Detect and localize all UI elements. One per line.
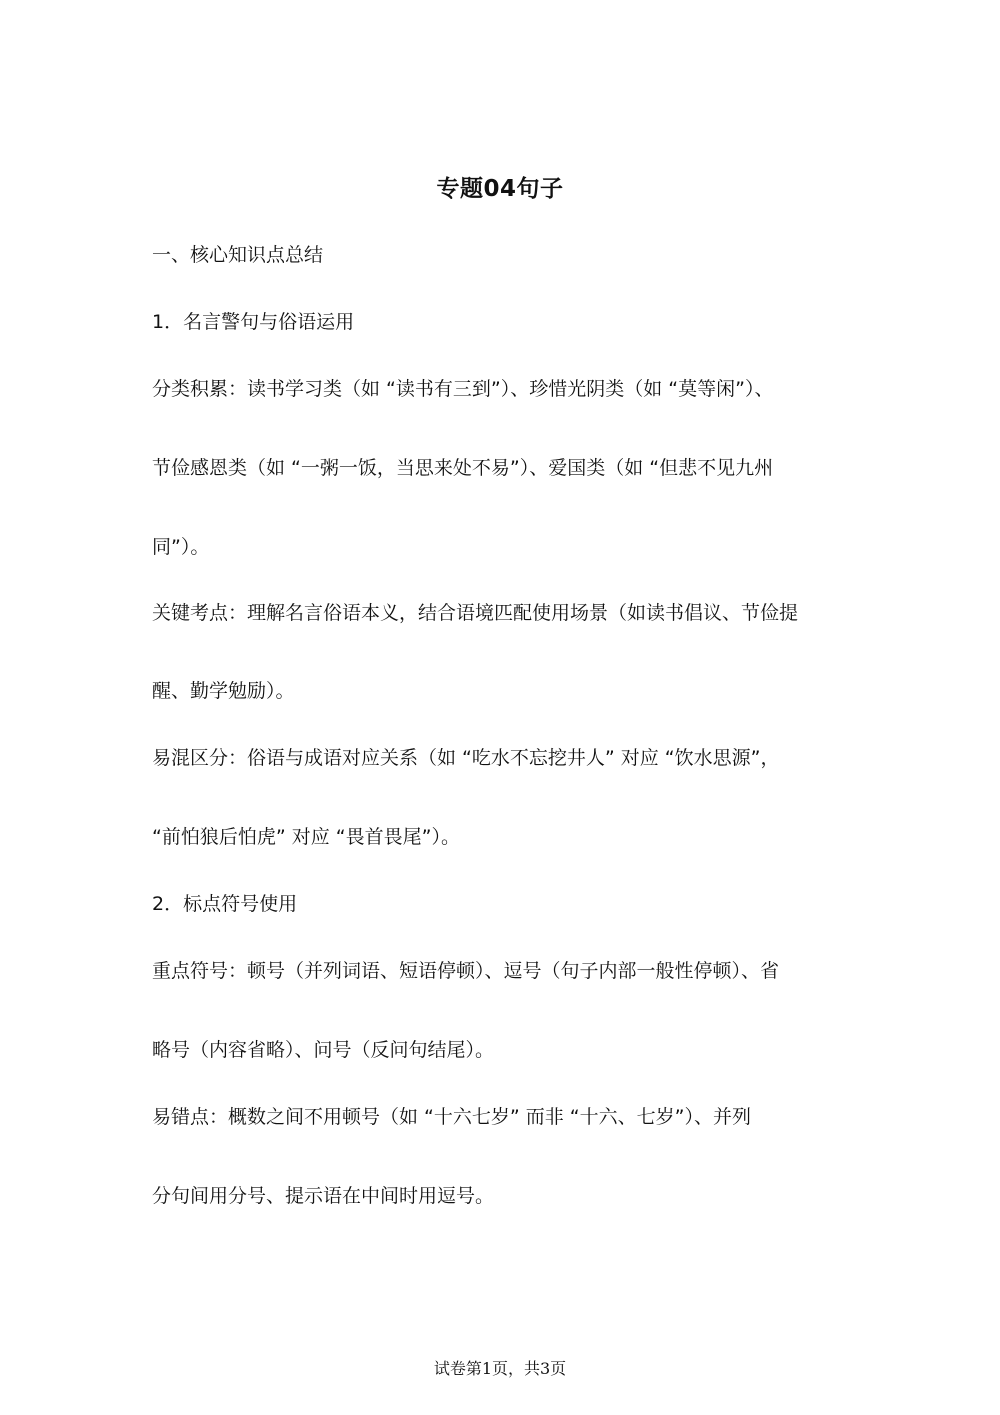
paragraph-line: 分句间用分号、提示语在中间时用逗号。 <box>152 1185 495 1207</box>
paragraph-line: 略号（内容省略）、问号（反问句结尾）。 <box>152 1039 495 1061</box>
paragraph-line: 节俭感恩类（如 “一粥一饭，当思来处不易”）、爱国类（如 “但悲不见九州 <box>152 457 774 479</box>
paragraph-line: 同”）。 <box>152 536 210 558</box>
paragraph-line: 易错点：概数之间不用顿号（如 “十六七岁” 而非 “十六、七岁”）、并列 <box>152 1106 751 1128</box>
subsection-heading-2: 2．标点符号使用 <box>152 893 298 915</box>
section-heading: 一、核心知识点总结 <box>152 244 324 266</box>
paragraph-line: “前怕狼后怕虎” 对应 “畏首畏尾”）。 <box>152 826 460 848</box>
document-title: 专题04句子 <box>436 176 564 202</box>
paragraph-line: 分类积累：读书学习类（如 “读书有三到”）、珍惜光阴类（如 “莫等闲”）、 <box>152 378 774 400</box>
paragraph-line: 易混区分：俗语与成语对应关系（如 “吃水不忘挖井人” 对应 “饮水思源”， <box>152 747 780 769</box>
subsection-heading-1: 1．名言警句与俗语运用 <box>152 311 355 333</box>
paragraph-line: 关键考点：理解名言俗语本义，结合语境匹配使用场景（如读书倡议、节俭提 <box>152 602 799 624</box>
paragraph-line: 重点符号：顿号（并列词语、短语停顿）、逗号（句子内部一般性停顿）、省 <box>152 960 780 982</box>
paragraph-line: 醒、勤学勉励）。 <box>152 680 295 702</box>
page-footer: 试卷第1页，共3页 <box>433 1359 567 1378</box>
